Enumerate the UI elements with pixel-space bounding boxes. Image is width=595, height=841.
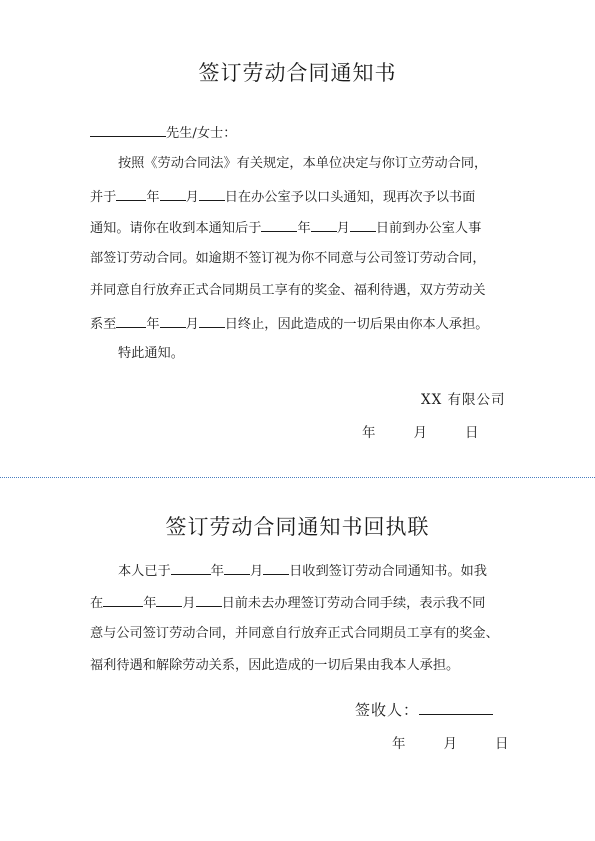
paragraph-text: 意与公司签订劳动合同，并同意自行放弃正式合同期员工享有的奖金、 xyxy=(90,626,499,641)
notice-paragraph-line xyxy=(90,249,486,269)
paragraph-text: 部签订劳动合同。如逾期不签订视为你不同意与公司签订劳动合同， xyxy=(90,251,486,266)
day-blank[interactable] xyxy=(199,186,225,201)
day-blank[interactable] xyxy=(263,560,289,575)
paragraph-text: 本人已于 xyxy=(118,564,171,579)
paragraph-text: 按照《劳动合同法》有关规定，本单位决定与你订立劳动合同， xyxy=(118,156,488,171)
closing-text: 特此通知。 xyxy=(118,346,184,361)
date-month-label: 月 xyxy=(413,425,427,441)
notice-date xyxy=(362,421,479,441)
year-blank[interactable] xyxy=(261,217,297,232)
signer-blank[interactable] xyxy=(419,698,493,715)
paragraph-text: 年 xyxy=(210,564,224,579)
paragraph-text: 月 xyxy=(182,596,196,611)
notice-paragraph-line xyxy=(90,281,486,301)
company-name: XX 有限公司 xyxy=(421,392,506,408)
paragraph-text: 并同意自行放弃正式合同期员工享有的奖金、福利待遇，双方劳动关 xyxy=(90,283,486,298)
day-blank[interactable] xyxy=(350,217,376,232)
year-blank[interactable] xyxy=(103,592,143,607)
paragraph-text: 日终止，因此造成的一切后果由你本人承担。 xyxy=(224,317,489,332)
salutation-text: 先生/女士： xyxy=(166,126,237,141)
date-year-label: 年 xyxy=(392,736,406,752)
receipt-paragraph-line xyxy=(90,592,485,614)
year-blank[interactable] xyxy=(171,560,211,575)
notice-title: 签订劳动合同通知书 xyxy=(198,61,397,85)
paragraph-text: 日前未去办理签订劳动合同手续，表示我不同 xyxy=(221,596,486,611)
year-blank[interactable] xyxy=(116,313,146,328)
paragraph-text: 月 xyxy=(185,317,199,332)
paragraph-text: 年 xyxy=(297,221,311,236)
paragraph-text: 系至 xyxy=(90,317,117,332)
paragraph-text: 年 xyxy=(146,317,160,332)
receipt-paragraph-line xyxy=(90,656,459,676)
month-blank[interactable] xyxy=(311,217,337,232)
signer-label: 签收人： xyxy=(355,701,420,719)
notice-paragraph-line xyxy=(90,313,489,335)
paragraph-text: 通知。请你在收到本通知后于 xyxy=(90,221,262,236)
date-month-label: 月 xyxy=(443,736,457,752)
name-blank[interactable] xyxy=(90,122,166,137)
paragraph-text: 日在办公室予以口头通知，现再次予以书面 xyxy=(224,190,476,205)
paragraph-text: 月 xyxy=(336,221,350,236)
paragraph-text: 月 xyxy=(185,190,199,205)
date-year-label: 年 xyxy=(362,425,376,441)
paragraph-text: 年 xyxy=(143,596,157,611)
receipt-title: 签订劳动合同通知书回执联 xyxy=(165,515,430,539)
day-blank[interactable] xyxy=(199,313,225,328)
month-blank[interactable] xyxy=(160,186,186,201)
notice-paragraph-line xyxy=(90,217,481,239)
paragraph-text: 并于 xyxy=(90,190,117,205)
notice-paragraph-line xyxy=(118,154,487,174)
year-blank[interactable] xyxy=(116,186,146,201)
paragraph-text: 福利待遇和解除劳动关系，因此造成的一切后果由我本人承担。 xyxy=(90,658,460,673)
month-blank[interactable] xyxy=(224,560,250,575)
signer-row xyxy=(355,698,493,720)
paragraph-text: 月 xyxy=(249,564,264,579)
month-blank[interactable] xyxy=(160,313,186,328)
receipt-date xyxy=(392,732,509,752)
date-day-label: 日 xyxy=(495,736,509,752)
salutation-line xyxy=(90,122,236,144)
date-day-label: 日 xyxy=(465,425,479,441)
cut-line-divider xyxy=(0,477,595,478)
paragraph-text: 日收到签订劳动合同通知书。如我 xyxy=(289,564,487,579)
day-blank[interactable] xyxy=(196,592,222,607)
month-blank[interactable] xyxy=(156,592,182,607)
receipt-paragraph-line xyxy=(118,560,487,582)
receipt-paragraph-line xyxy=(90,624,499,644)
paragraph-text: 在 xyxy=(90,596,104,611)
notice-paragraph-line xyxy=(90,186,475,208)
paragraph-text: 日前到办公室人事 xyxy=(375,221,482,236)
paragraph-text: 年 xyxy=(146,190,160,205)
notice-closing-line xyxy=(118,344,184,364)
